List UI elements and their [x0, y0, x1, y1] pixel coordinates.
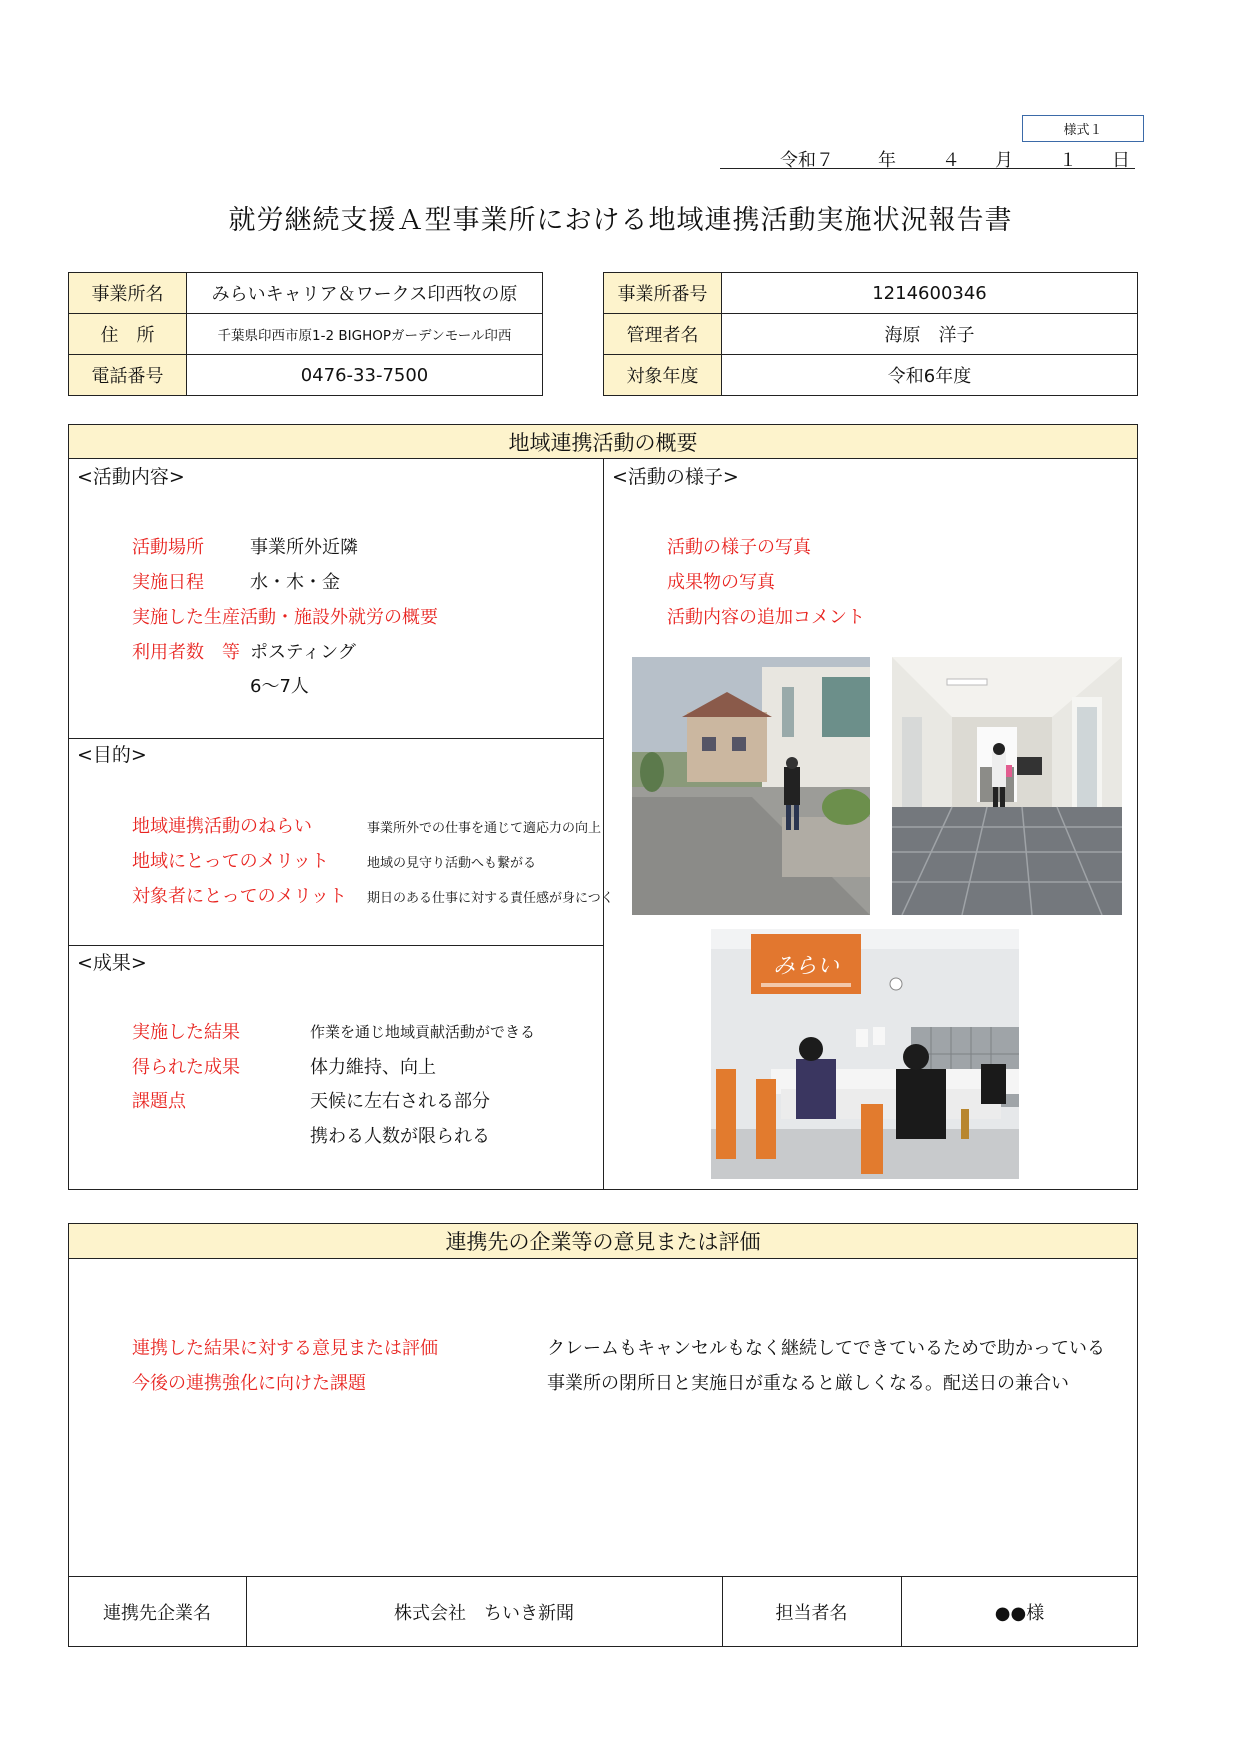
- activity-schedule-value: 水・木・金: [250, 572, 340, 593]
- partner-company-label: [68, 1576, 246, 1647]
- evaluation-value: クレームもキャンセルもなく継続してできているためで助かっている: [547, 1338, 1105, 1359]
- issues-value: 天候に左右される部分: [310, 1091, 490, 1112]
- manager-value: 海原 洋子: [722, 314, 1138, 355]
- date-day-unit: 日: [1112, 150, 1130, 171]
- date-year-unit: 年: [878, 150, 896, 171]
- results-heading: <成果>: [77, 952, 147, 974]
- partner-company-value-text: 株式会社 ちいき新聞: [394, 1602, 574, 1624]
- page-title: 就労継続支援Ａ型事業所における地域連携活動実施状況報告書: [228, 205, 1013, 236]
- date-underline: [720, 168, 1135, 169]
- overview-header: [68, 424, 1138, 459]
- partner-company-label-text: 連携先企業名: [103, 1602, 211, 1624]
- table-row: [69, 314, 543, 355]
- date-month: ４: [942, 150, 960, 171]
- activity-place-label: 活動場所: [132, 537, 204, 558]
- outcome-value: 体力維持、向上: [310, 1057, 436, 1078]
- community-merit-label: 地域にとってのメリット: [132, 851, 329, 872]
- corridor-activity-photo: [892, 657, 1122, 915]
- overview-header-text: 地域連携活動の概要: [508, 430, 698, 455]
- scene-heading: <活動の様子>: [612, 466, 739, 488]
- date-era: 令和７: [780, 150, 834, 171]
- participant-merit-value: 期日のある仕事に対する責任感が身につく: [367, 891, 614, 906]
- issues-label: 課題点: [132, 1091, 186, 1112]
- outdoor-activity-photo: [632, 657, 870, 915]
- outcome-label: 得られた成果: [132, 1057, 240, 1078]
- activity-work-value: ポスティング: [250, 642, 356, 663]
- purpose-divider: [68, 738, 604, 739]
- activity-overview-label: 実施した生産活動・施設外就労の概要: [132, 607, 438, 628]
- table-row: [69, 273, 543, 314]
- form-id: 様式１: [1063, 123, 1103, 138]
- table-row: [604, 355, 1138, 396]
- contact-person-value: [901, 1576, 1138, 1647]
- facility-admin-table: [603, 272, 1138, 396]
- phone-value: 0476-33-7500: [187, 355, 543, 396]
- date: [720, 146, 1135, 170]
- partner-company-value: [246, 1576, 722, 1647]
- phone-label: 電話番号: [69, 355, 187, 396]
- address-label: 住 所: [69, 314, 187, 355]
- scene-photo-label: 活動の様子の写真: [667, 537, 811, 558]
- contact-person-value-text: ●●様: [994, 1602, 1045, 1624]
- manager-label: 管理者名: [604, 314, 722, 355]
- office-sign-text: みらい: [772, 954, 840, 979]
- purpose-aim-label: 地域連携活動のねらい: [132, 816, 312, 837]
- office-work-photo: [711, 929, 1019, 1179]
- participants-label: 利用者数 等: [132, 642, 240, 663]
- evaluation-header: [68, 1223, 1138, 1259]
- activity-schedule-label: 実施日程: [132, 572, 204, 593]
- future-issue-value: 事業所の閉所日と実施日が重なると厳しくなる。配送日の兼合い: [547, 1373, 1069, 1394]
- activity-heading: <活動内容>: [77, 466, 185, 488]
- purpose-aim-value: 事業所外での仕事を通じて適応力の向上: [367, 821, 602, 836]
- table-row: [69, 355, 543, 396]
- form-id-box: [1022, 115, 1144, 142]
- address-value: 千葉県印西市原1-2 BIGHOPガーデンモール印西: [187, 314, 543, 355]
- contact-person-label: [722, 1576, 901, 1647]
- evaluation-header-text: 連携先の企業等の意見または評価: [445, 1230, 761, 1254]
- product-photo-label: 成果物の写真: [667, 572, 775, 593]
- community-merit-value: 地域の見守り活動へも繋がる: [367, 856, 537, 871]
- date-day: １: [1059, 150, 1077, 171]
- fiscal-year-value: 令和6年度: [722, 355, 1138, 396]
- additional-comment-label: 活動内容の追加コメント: [667, 607, 865, 628]
- overview-column-divider: [603, 458, 604, 1190]
- facility-number-label: 事業所番号: [604, 273, 722, 314]
- contact-person-label-text: 担当者名: [775, 1602, 848, 1624]
- participant-merit-label: 対象者にとってのメリット: [132, 886, 347, 907]
- facility-name-label: 事業所名: [69, 273, 187, 314]
- facility-info-table: [68, 272, 543, 396]
- table-row: [604, 273, 1138, 314]
- result-label: 実施した結果: [132, 1022, 240, 1043]
- purpose-heading: <目的>: [77, 744, 147, 766]
- facility-number-value: 1214600346: [722, 273, 1138, 314]
- evaluation-label: 連携した結果に対する意見または評価: [132, 1338, 438, 1359]
- table-row: [604, 314, 1138, 355]
- result-value: 作業を通じ地域貢献活動ができる: [310, 1023, 536, 1041]
- fiscal-year-label: 対象年度: [604, 355, 722, 396]
- issues-value-2: 携わる人数が限られる: [310, 1126, 490, 1147]
- participants-value: 6～7人: [250, 676, 309, 697]
- future-issue-label: 今後の連携強化に向けた課題: [132, 1373, 366, 1394]
- facility-name-value: みらいキャリア＆ワークス印西牧の原: [187, 273, 543, 314]
- date-month-unit: 月: [995, 150, 1013, 171]
- activity-place-value: 事業所外近隣: [250, 537, 358, 558]
- results-divider: [68, 945, 604, 946]
